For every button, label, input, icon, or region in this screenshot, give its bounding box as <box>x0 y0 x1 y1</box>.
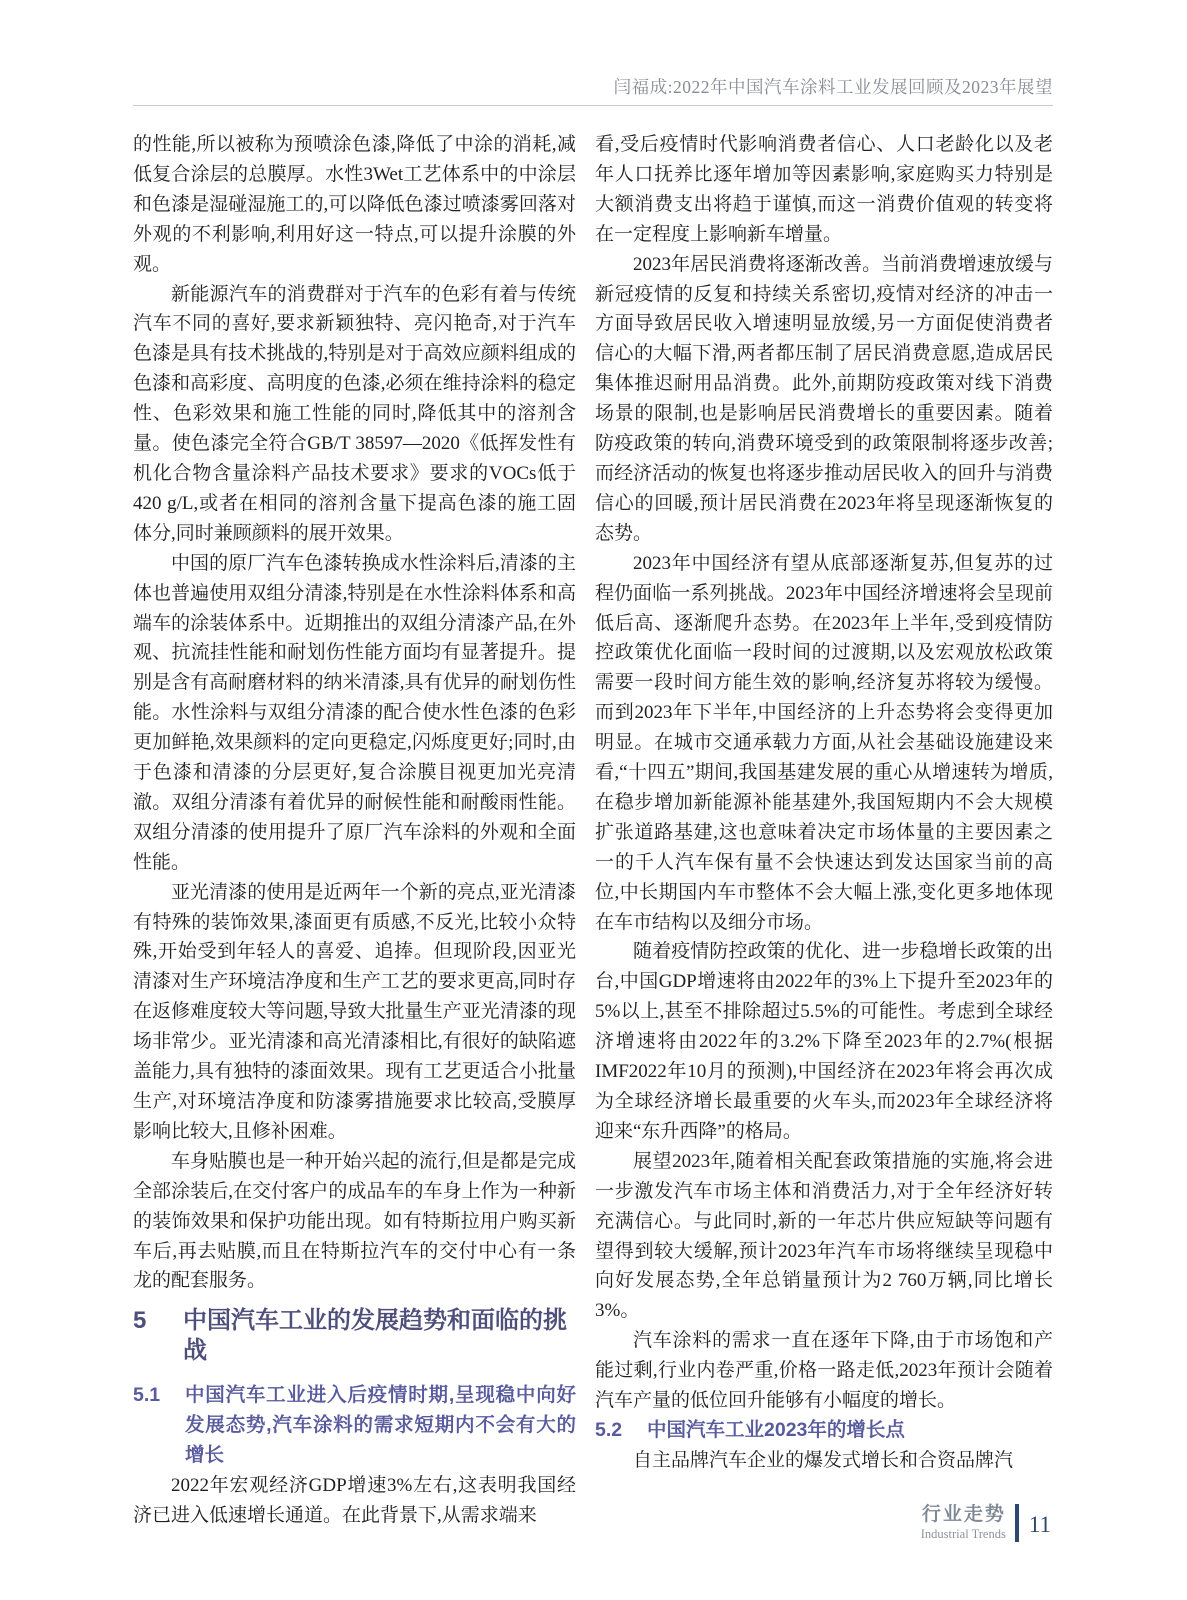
section-number: 5 <box>133 1307 147 1335</box>
header-rule <box>133 105 1053 106</box>
paragraph: 看,受后疫情时代影响消费者信心、人口老龄化以及老年人口抚养比逐年增加等因素影响,家庭购买力特别是大额消费支出将趋于谨慎,而这一消费价值观的转变将在一定程度上影响新车增量。 <box>595 134 1053 245</box>
paragraph: 2023年中国经济有望从底部逐渐复苏,但复苏的过程仍面临一系列挑战。2023年中国经济增速将会呈现前低后高、逐渐爬升态势。在2023年上半年,受到疫情防控政策优化面临一段时间的过渡期,以及宏观放松政策需要一段时间方能生效的影响,经济复苏将较为缓慢。而到2023年下半年,中国经济的上升态势将会变得更加明显。在城市交通承载力方面,从社会基础设施建设来看,“十四五”期间,我国基建发展的重心从增速转为增质,在稳步增加新能源补能基建外,我国短期内不会大规模扩张道路基建,这也意味着决定市场体量的主要因素之一的千人汽车保有量不会快速达到发达国家当前的高位,中长期国内车市整体不会大幅上涨,变化更多地体现在车市结构以及细分市场。 <box>595 552 1053 933</box>
paragraph: 亚光清漆的使用是近两年一个新的亮点,亚光清漆有特殊的装饰效果,漆面更有质感,不反光,比较小众特殊,开始受到年轻人的喜爱、追捧。但现阶段,因亚光清漆对生产环境洁净度和生产工艺的要求更高,同时存在返修难度较大等问题,导致大批量生产亚光清漆的现场非常少。亚光清漆和高光清漆相比,有很好的缺陷遮盖能力,具有独特的漆面效果。现有工艺更适合小批量生产,对环境洁净度和防漆雾措施要求比较高,受膜厚影响比较大,且修补困难。 <box>133 881 576 1142</box>
subsection-heading <box>133 1381 576 1471</box>
paragraph: 中国的原厂汽车色漆转换成水性涂料后,清漆的主体也普遍使用双组分清漆,特别是在水性涂料体系和高端车的涂装体系中。近期推出的双组分清漆产品,在外观、抗流挂性能和耐划伤性能方面均有显著提升。提别是含有高耐磨材料的纳米清漆,具有优异的耐划伤性能。水性涂料与双组分清漆的配合使水性色漆的色彩更加鲜艳,效果颜料的定向更稳定,闪烁度更好;同时,由于色漆和清漆的分层更好,复合涂膜目视更加光亮清澈。双组分清漆有着优异的耐候性能和耐酸雨性能。双组分清漆的使用提升了原厂汽车涂料的外观和全面性能。 <box>133 552 576 873</box>
running-header <box>133 74 1053 99</box>
footer-section-cn: 行业走势 <box>921 1504 1006 1525</box>
paragraph: 2023年居民消费将逐渐改善。当前消费增速放缓与新冠疫情的反复和持续关系密切,疫情对经济的冲击一方面导致居民收入增速明显放缓,另一方面促使消费者信心的大幅下滑,两者都压制了居民消费意愿,造成居民集体推迟耐用品消费。此外,前期防疫政策对线下消费场景的限制,也是影响居民消费增长的重要因素。随着防疫政策的转向,消费环境受到的政策限制将逐步改善;而经济活动的恢复也将逐步推动居民收入的回升与消费信心的回暖,预计居民消费在2023年将呈现逐渐恢复的态势。 <box>595 253 1053 544</box>
footer-divider <box>1015 1504 1019 1542</box>
subsection-number: 5.2 <box>595 1418 623 1441</box>
page-footer <box>921 1504 1051 1542</box>
section-title: 中国汽车工业的发展趋势和面临的挑战 <box>183 1307 567 1365</box>
page-number: 11 <box>1028 1512 1051 1537</box>
subsection-heading <box>595 1416 1053 1446</box>
paragraph: 车身贴膜也是一种开始兴起的流行,但是都是完成全部涂装后,在交付客户的成品车的车身上作为一种新的装饰效果和保护功能出现。如有特斯拉用户购买新车后,再去贴膜,而且在特斯拉汽车的交付中心有一条龙的配套服务。 <box>133 1150 576 1292</box>
footer-section-en: Industrial Trends <box>920 1527 1006 1541</box>
footer-section-labels <box>921 1505 1006 1541</box>
right-column <box>595 130 1053 1476</box>
paragraph: 自主品牌汽车企业的爆发式增长和合资品牌汽 <box>633 1449 1014 1471</box>
paragraph: 随着疫情防控政策的优化、进一步稳增长政策的出台,中国GDP增速将由2022年的3%上下提升至2023年的5%以上,甚至不排除超过5.5%的可能性。考虑到全球经济增速将由2022年的3.2%下降至2023年的2.7%(根据IMF2022年10月的预测),中国经济在2023年将会再次成为全球经济增长最重要的火车头,而2023年全球经济将迎来“东升西降”的格局。 <box>595 941 1053 1142</box>
subsection-title: 中国汽车工业进入后疫情时期,呈现稳中向好发展态势,汽车涂料的需求短期内不会有大的增长 <box>185 1384 576 1467</box>
paragraph: 新能源汽车的消费群对于汽车的色彩有着与传统汽车不同的喜好,要求新颖独特、亮闪艳奇,对于汽车色漆是具有技术挑战的,特别是对于高效应颜料组成的色漆和高彩度、高明度的色漆,必须在维持涂料的稳定性、色彩效果和施工性能的同时,降低其中的溶剂含量。使色漆完全符合GB/T 38597—2020《低挥发性有机化合物含量涂料产品技术要求》要求的VOCs低于420 g/L,或者在相同的溶剂含量下提高色漆的施工固体分,同时兼顾颜料的展开效果。 <box>133 283 576 544</box>
paragraph: 2022年宏观经济GDP增速3%左右,这表明我国经济已进入低速增长通道。在此背景下,从需求端来 <box>133 1475 576 1526</box>
paragraph: 的性能,所以被称为预喷涂色漆,降低了中涂的消耗,减低复合涂层的总膜厚。水性3Wet工艺体系中的中涂层和色漆是湿碰湿施工的,可以降低色漆过喷漆雾回落对外观的不利影响,利用好这一特点,可以提升涂膜的外观。 <box>133 134 576 275</box>
left-column <box>133 130 576 1531</box>
section-heading <box>133 1306 576 1366</box>
paragraph: 汽车涂料的需求一直在逐年下降,由于市场饱和产能过剩,行业内卷严重,价格一路走低,2023年预计会随着汽车产量的低位回升能够有小幅度的增长。 <box>595 1330 1053 1412</box>
subsection-title: 中国汽车工业2023年的增长点 <box>647 1418 905 1441</box>
paragraph: 展望2023年,随着相关配套政策措施的实施,将会进一步激发汽车市场主体和消费活力,对于全年经济好转充满信心。与此同时,新的一年芯片供应短缺等问题有望得到较大缓解,预计2023年汽车市场将继续呈现稳中向好发展态势,全年总销量预计为2 760万辆,同比增长3%。 <box>595 1150 1053 1322</box>
subsection-number: 5.1 <box>133 1384 161 1407</box>
running-title: 闫福成:2022年中国汽车涂料工业发展回顾及2023年展望 <box>613 77 1053 97</box>
